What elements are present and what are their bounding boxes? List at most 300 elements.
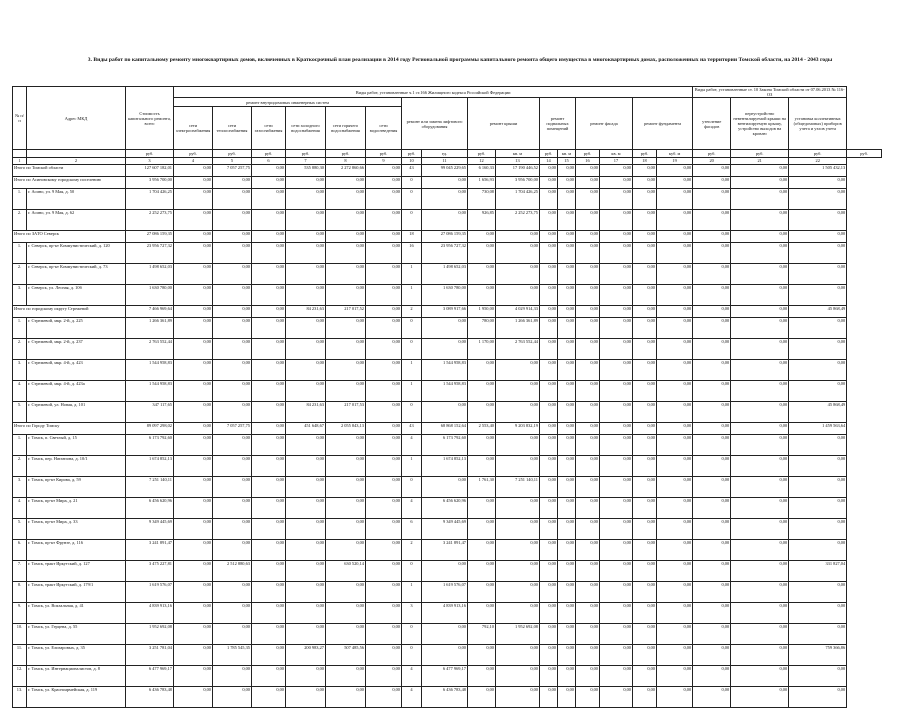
- value-cell: 0,00: [789, 603, 847, 624]
- value-cell: 0,00: [213, 318, 252, 339]
- value-cell: 0,00: [600, 519, 633, 540]
- value-cell: 0,00: [600, 435, 633, 456]
- group-networks: ремонт внутридомовых инженерных систем: [174, 98, 402, 107]
- value-cell: 0,00: [366, 456, 402, 477]
- address-cell: г. Томск, пр-кт Мира, д. 33: [27, 519, 126, 540]
- value-cell: 68 868 152,64: [422, 423, 468, 435]
- value-cell: 0,00: [558, 231, 576, 243]
- value-cell: 0,00: [252, 318, 286, 339]
- value-cell: 1 459 563,64: [789, 423, 847, 435]
- value-cell: 0,00: [576, 243, 600, 264]
- value-cell: 0,00: [252, 519, 286, 540]
- value-cell: 0,00: [252, 540, 286, 561]
- value-cell: 0,00: [731, 666, 789, 687]
- value-cell: 0,00: [633, 231, 657, 243]
- value-cell: 0,00: [286, 285, 326, 306]
- value-cell: 6 477 969,17: [126, 666, 174, 687]
- value-cell: 0,00: [540, 456, 558, 477]
- value-cell: 1 266 361,89: [496, 318, 540, 339]
- value-cell: 0,00: [731, 177, 789, 189]
- value-cell: 0,00: [366, 666, 402, 687]
- value-cell: 0,00: [174, 264, 213, 285]
- value-cell: 0,00: [366, 423, 402, 435]
- value-cell: 0,00: [213, 306, 252, 318]
- address-cell: г. Томск, пр-кт Мира, д. 21: [27, 498, 126, 519]
- value-cell: 0,00: [422, 189, 468, 210]
- value-cell: 0,00: [600, 645, 633, 666]
- table-row: [13, 456, 882, 477]
- value-cell: 0,00: [633, 540, 657, 561]
- value-cell: 99 045 229,65: [422, 165, 468, 177]
- value-cell: 0,00: [326, 498, 366, 519]
- value-cell: 0,00: [326, 582, 366, 603]
- row-number: 12.: [13, 666, 27, 687]
- unit-cell: кв. м: [558, 150, 576, 158]
- value-cell: 0,00: [468, 561, 496, 582]
- value-cell: 0,00: [693, 423, 731, 435]
- value-cell: 0,00: [326, 339, 366, 360]
- value-cell: 0,00: [366, 582, 402, 603]
- value-cell: 1 785 545,35: [213, 645, 252, 666]
- value-cell: 1 950,00: [468, 306, 496, 318]
- value-cell: 0,00: [731, 360, 789, 381]
- table-row: [13, 381, 882, 402]
- value-cell: 0,00: [731, 477, 789, 498]
- value-cell: 0,00: [600, 243, 633, 264]
- value-cell: 0,00: [558, 519, 576, 540]
- value-cell: 0,00: [422, 318, 468, 339]
- value-cell: 0,00: [657, 360, 693, 381]
- value-cell: 0,00: [731, 285, 789, 306]
- value-cell: 6 477 969,17: [422, 666, 468, 687]
- table-row: [13, 210, 882, 231]
- value-cell: 0,00: [633, 624, 657, 645]
- value-cell: 0,00: [366, 360, 402, 381]
- row-number: 1.: [13, 435, 27, 456]
- value-cell: 0,00: [558, 243, 576, 264]
- value-cell: 7 251 140,11: [126, 477, 174, 498]
- value-cell: 0,00: [657, 477, 693, 498]
- value-cell: 0,00: [540, 177, 558, 189]
- value-cell: 0,00: [252, 456, 286, 477]
- unit-cell: руб.: [366, 150, 402, 158]
- table-row: [13, 666, 882, 687]
- value-cell: 0,00: [576, 603, 600, 624]
- value-cell: 0,00: [558, 189, 576, 210]
- value-cell: 0,00: [731, 264, 789, 285]
- value-cell: 0,00: [422, 402, 468, 423]
- value-cell: 0,00: [540, 540, 558, 561]
- value-cell: 0,00: [468, 456, 496, 477]
- table-row: [13, 189, 882, 210]
- value-cell: 0,00: [731, 339, 789, 360]
- table-row: [13, 687, 882, 708]
- value-cell: 0,00: [558, 381, 576, 402]
- value-cell: 0,00: [600, 210, 633, 231]
- value-cell: 0,00: [657, 264, 693, 285]
- value-cell: 0,00: [496, 456, 540, 477]
- unit-cell: руб.: [789, 150, 847, 158]
- value-cell: 0,00: [252, 339, 286, 360]
- value-cell: 0,00: [633, 666, 657, 687]
- value-cell: 0,00: [600, 540, 633, 561]
- value-cell: 1 704 426,25: [496, 189, 540, 210]
- value-cell: 0,00: [422, 477, 468, 498]
- value-cell: 0,00: [558, 285, 576, 306]
- value-cell: 0,00: [366, 165, 402, 177]
- value-cell: 0,00: [213, 264, 252, 285]
- value-cell: 1 544 958,83: [126, 381, 174, 402]
- value-cell: 0,00: [558, 360, 576, 381]
- value-cell: 0,00: [576, 189, 600, 210]
- value-cell: 4: [402, 666, 422, 687]
- value-cell: 0,00: [731, 381, 789, 402]
- value-cell: 0,00: [496, 381, 540, 402]
- unit-cell: руб.: [576, 150, 600, 158]
- row-number: 10.: [13, 624, 27, 645]
- value-cell: 0,00: [174, 540, 213, 561]
- value-cell: 0,00: [731, 561, 789, 582]
- value-cell: 84 231,63: [286, 306, 326, 318]
- address-cell: г. Томск, тракт Иркутский, д. 179/1: [27, 582, 126, 603]
- value-cell: 0,00: [496, 435, 540, 456]
- value-cell: 0,00: [693, 264, 731, 285]
- value-cell: 0,00: [600, 477, 633, 498]
- value-cell: 0,00: [286, 603, 326, 624]
- value-cell: 0,00: [633, 687, 657, 708]
- value-cell: 0,00: [657, 318, 693, 339]
- value-cell: 0,00: [252, 360, 286, 381]
- value-cell: 0,00: [468, 645, 496, 666]
- value-cell: 6 173 792,60: [126, 435, 174, 456]
- row-number: 13.: [13, 687, 27, 708]
- value-cell: 0,00: [789, 666, 847, 687]
- value-cell: 0,00: [252, 666, 286, 687]
- value-cell: 0,00: [326, 360, 366, 381]
- value-cell: 0,00: [286, 210, 326, 231]
- value-cell: 7 251 140,11: [496, 477, 540, 498]
- value-cell: 0,00: [326, 381, 366, 402]
- value-cell: 0,00: [693, 645, 731, 666]
- value-cell: 2 763 552,44: [496, 339, 540, 360]
- value-cell: 0,00: [366, 189, 402, 210]
- value-cell: 0,00: [789, 498, 847, 519]
- value-cell: 0,00: [558, 666, 576, 687]
- value-cell: 0,00: [174, 243, 213, 264]
- value-cell: 0,00: [326, 477, 366, 498]
- value-cell: 0,00: [600, 603, 633, 624]
- row-number: 2.: [13, 210, 27, 231]
- value-cell: 3 089 917,66: [422, 306, 468, 318]
- value-cell: 0,00: [286, 498, 326, 519]
- value-cell: 1: [402, 285, 422, 306]
- value-cell: 0,00: [633, 243, 657, 264]
- value-cell: 43: [402, 423, 422, 435]
- unit-cell: руб.: [633, 150, 657, 158]
- value-cell: 0,00: [366, 306, 402, 318]
- value-cell: 0,00: [600, 318, 633, 339]
- table-row: [13, 519, 882, 540]
- value-cell: 0,00: [326, 210, 366, 231]
- value-cell: 0,00: [633, 645, 657, 666]
- value-cell: 0,00: [468, 231, 496, 243]
- value-cell: 0,00: [633, 165, 657, 177]
- value-cell: 0,00: [326, 318, 366, 339]
- address-cell: г. Томск, ул. Герцена, д. 55: [27, 624, 126, 645]
- value-cell: 0,00: [540, 306, 558, 318]
- column-number-cell: 15: [558, 158, 576, 165]
- value-cell: 0,00: [633, 285, 657, 306]
- value-cell: 0,00: [633, 318, 657, 339]
- table-row: [13, 603, 882, 624]
- unit-cell: кв. м: [496, 150, 540, 158]
- table-row: [13, 540, 882, 561]
- value-cell: 1 674 852,13: [422, 456, 468, 477]
- address-cell: г. Стрежевой, мкр. 2-й, д. 237: [27, 339, 126, 360]
- value-cell: 0,00: [286, 360, 326, 381]
- value-cell: 0,00: [540, 477, 558, 498]
- value-cell: 1: [402, 264, 422, 285]
- value-cell: 0,00: [633, 603, 657, 624]
- address-cell: г. Томск, пер. Натанзона, д. 10/1: [27, 456, 126, 477]
- value-cell: 0,00: [252, 645, 286, 666]
- value-cell: 0,00: [657, 540, 693, 561]
- column-number-cell: 21: [731, 158, 789, 165]
- table-row: [13, 243, 882, 264]
- value-cell: 0,00: [789, 687, 847, 708]
- value-cell: 0,00: [213, 519, 252, 540]
- row-number: 1.: [13, 189, 27, 210]
- value-cell: 217 017,53: [326, 402, 366, 423]
- value-cell: 0,00: [693, 687, 731, 708]
- value-cell: 0,00: [540, 519, 558, 540]
- value-cell: 0,00: [693, 318, 731, 339]
- col-sewer: сети водоотведения: [366, 107, 402, 150]
- value-cell: 0,00: [540, 624, 558, 645]
- value-cell: 0,00: [657, 519, 693, 540]
- value-cell: 0,00: [693, 210, 731, 231]
- value-cell: 0,00: [366, 243, 402, 264]
- value-cell: 9 349 445,69: [422, 519, 468, 540]
- table-row: [13, 435, 882, 456]
- table-row: [13, 477, 882, 498]
- value-cell: 0,00: [633, 519, 657, 540]
- table-row: [13, 285, 882, 306]
- col-hot-water: сети горячего водоснабжения: [326, 107, 366, 150]
- value-cell: 2 553,40: [468, 423, 496, 435]
- value-cell: 0,00: [213, 360, 252, 381]
- value-cell: 0,00: [174, 210, 213, 231]
- column-number-cell: 4: [174, 158, 213, 165]
- value-cell: 0,00: [286, 231, 326, 243]
- value-cell: 0,00: [693, 231, 731, 243]
- value-cell: 0,00: [422, 210, 468, 231]
- row-number: 1.: [13, 243, 27, 264]
- value-cell: 0,00: [496, 666, 540, 687]
- value-cell: 0,00: [540, 582, 558, 603]
- unit-cell: руб.: [252, 150, 286, 158]
- value-cell: 0,00: [213, 666, 252, 687]
- capital-repair-table: [12, 86, 882, 708]
- value-cell: 0,00: [600, 561, 633, 582]
- value-cell: 2 512 880,63: [213, 561, 252, 582]
- value-cell: 0,00: [789, 264, 847, 285]
- value-cell: 0,00: [789, 339, 847, 360]
- value-cell: 0,00: [540, 243, 558, 264]
- value-cell: 0,00: [576, 498, 600, 519]
- value-cell: 0,00: [252, 582, 286, 603]
- value-cell: 0,00: [600, 339, 633, 360]
- value-cell: 0,00: [468, 687, 496, 708]
- value-cell: 0,00: [366, 540, 402, 561]
- address-cell: г. Томск, ул. Елизаровых, д. 35: [27, 645, 126, 666]
- value-cell: 6 160,33: [468, 165, 496, 177]
- value-cell: 347 117,65: [126, 402, 174, 423]
- subtotal-row: [13, 423, 882, 435]
- value-cell: 0,00: [731, 231, 789, 243]
- column-number-cell: 20: [693, 158, 731, 165]
- value-cell: 0,00: [213, 603, 252, 624]
- value-cell: 6 456 620,96: [126, 498, 174, 519]
- value-cell: 0,00: [468, 519, 496, 540]
- value-cell: 0,00: [558, 177, 576, 189]
- value-cell: 0,00: [540, 165, 558, 177]
- unit-cell: руб.: [174, 150, 213, 158]
- value-cell: 0,00: [174, 423, 213, 435]
- value-cell: 0,00: [633, 582, 657, 603]
- value-cell: 0,00: [576, 285, 600, 306]
- value-cell: 1 266 361,89: [126, 318, 174, 339]
- value-cell: 3 475 227,81: [126, 561, 174, 582]
- column-number-cell: 7: [286, 158, 326, 165]
- value-cell: 0,00: [468, 243, 496, 264]
- value-cell: 0,00: [633, 177, 657, 189]
- value-cell: 0: [402, 561, 422, 582]
- value-cell: 0,00: [576, 210, 600, 231]
- value-cell: 0,00: [657, 561, 693, 582]
- value-cell: 7 057 257,75: [213, 423, 252, 435]
- col-lift: ремонт или замена лифтового оборудования: [402, 98, 468, 150]
- value-cell: 0,00: [326, 435, 366, 456]
- value-cell: 0,00: [600, 231, 633, 243]
- value-cell: 0,00: [693, 402, 731, 423]
- value-cell: 0,00: [540, 318, 558, 339]
- value-cell: 2: [402, 306, 422, 318]
- value-cell: 1 505 432,13: [789, 165, 847, 177]
- value-cell: 0,00: [789, 519, 847, 540]
- row-number: 11.: [13, 645, 27, 666]
- column-number-cell: 22: [789, 158, 847, 165]
- value-cell: 0,00: [540, 498, 558, 519]
- value-cell: 0,00: [576, 687, 600, 708]
- value-cell: 0,00: [789, 435, 847, 456]
- value-cell: 18: [402, 231, 422, 243]
- value-cell: 0,00: [600, 381, 633, 402]
- value-cell: 0,00: [731, 210, 789, 231]
- value-cell: 0,00: [576, 264, 600, 285]
- value-cell: 0,00: [540, 231, 558, 243]
- value-cell: 0,00: [366, 624, 402, 645]
- value-cell: 0,00: [558, 498, 576, 519]
- value-cell: 0,00: [789, 243, 847, 264]
- value-cell: 0,00: [731, 519, 789, 540]
- value-cell: 9 349 445,69: [126, 519, 174, 540]
- value-cell: 4: [402, 498, 422, 519]
- value-cell: 0,00: [286, 666, 326, 687]
- value-cell: 0,00: [213, 339, 252, 360]
- value-cell: 0,00: [286, 687, 326, 708]
- value-cell: 0,00: [496, 498, 540, 519]
- value-cell: 0,00: [174, 177, 213, 189]
- value-cell: 0,00: [789, 477, 847, 498]
- value-cell: 0,00: [576, 231, 600, 243]
- value-cell: 0,00: [174, 285, 213, 306]
- value-cell: 0,00: [252, 381, 286, 402]
- value-cell: 0,00: [657, 624, 693, 645]
- value-cell: 0,00: [731, 306, 789, 318]
- value-cell: 0,00: [366, 285, 402, 306]
- unit-cell: кв. м: [600, 150, 633, 158]
- value-cell: 0,00: [286, 381, 326, 402]
- value-cell: 0,00: [600, 423, 633, 435]
- value-cell: 0,00: [789, 177, 847, 189]
- value-cell: 0,00: [657, 603, 693, 624]
- value-cell: 0,00: [576, 360, 600, 381]
- value-cell: 0,00: [366, 210, 402, 231]
- value-cell: 0: [402, 339, 422, 360]
- column-number-cell: 11: [422, 158, 468, 165]
- value-cell: 1 544 958,83: [422, 360, 468, 381]
- value-cell: 0,00: [576, 435, 600, 456]
- value-cell: 0,00: [558, 318, 576, 339]
- value-cell: 0,00: [540, 687, 558, 708]
- value-cell: 3 241 891,47: [422, 540, 468, 561]
- value-cell: 3 251 781,04: [126, 645, 174, 666]
- value-cell: 535 880,30: [286, 165, 326, 177]
- value-cell: 0,00: [558, 264, 576, 285]
- value-cell: 0,00: [213, 189, 252, 210]
- value-cell: 0,00: [468, 603, 496, 624]
- value-cell: 0,00: [174, 666, 213, 687]
- value-cell: 0,00: [213, 456, 252, 477]
- value-cell: 0,00: [366, 177, 402, 189]
- value-cell: 0,00: [558, 645, 576, 666]
- value-cell: 3 956 700,00: [496, 177, 540, 189]
- value-cell: 0,00: [789, 456, 847, 477]
- value-cell: 1 170,00: [468, 339, 496, 360]
- value-cell: 1 619 576,07: [126, 582, 174, 603]
- value-cell: 0,00: [600, 456, 633, 477]
- value-cell: 0,00: [326, 624, 366, 645]
- address-cell: г. Томск, ул. Красноармейская, д. 119: [27, 687, 126, 708]
- value-cell: 0,00: [540, 423, 558, 435]
- value-cell: 127 607 182,01: [126, 165, 174, 177]
- value-cell: 0,00: [468, 381, 496, 402]
- col-meters: установка коллективных (общедомовых) приборов учета и узлов учета: [789, 98, 847, 150]
- address-cell: г. Северск, пр-кт Коммунистический, д. 73: [27, 264, 126, 285]
- value-cell: 0,00: [174, 435, 213, 456]
- value-cell: 0,00: [558, 477, 576, 498]
- value-cell: 0,00: [286, 582, 326, 603]
- row-number: 2.: [13, 339, 27, 360]
- address-cell: г. Стрежевой, мкр. 4-й, д. 423: [27, 360, 126, 381]
- value-cell: 0,00: [558, 339, 576, 360]
- table-row: [13, 498, 882, 519]
- value-cell: 0,00: [576, 402, 600, 423]
- value-cell: 0,00: [731, 165, 789, 177]
- unit-cell: руб.: [847, 150, 882, 158]
- value-cell: 0,00: [576, 456, 600, 477]
